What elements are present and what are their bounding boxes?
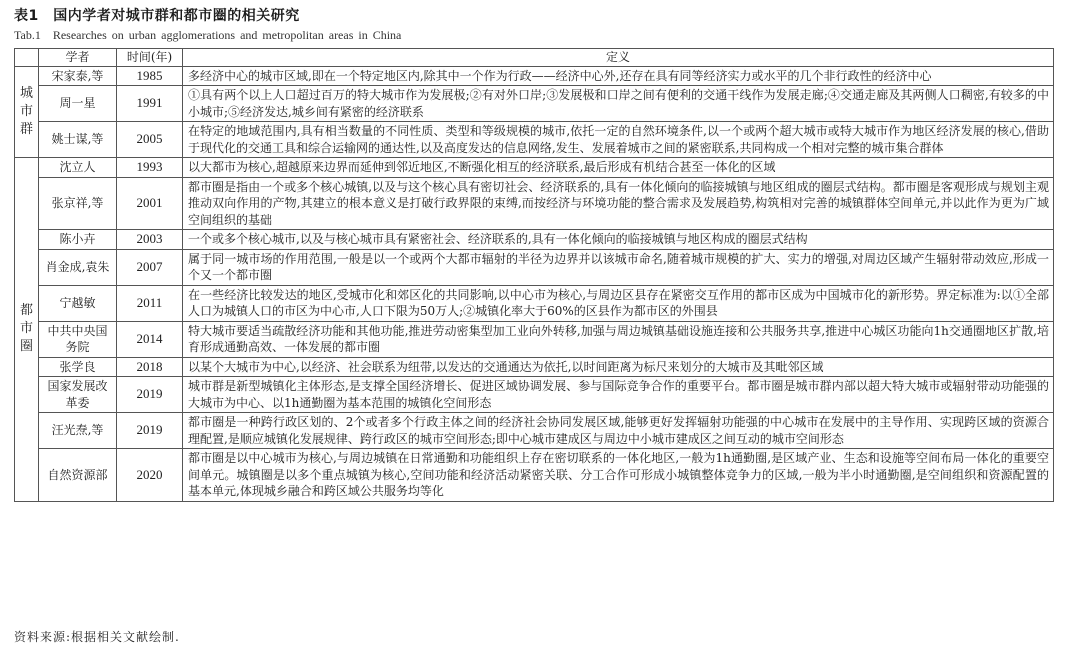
scholar-cell: 宁越敏 xyxy=(39,285,117,321)
definition-cell: 都市圈是指由一个或多个核心城镇,以及与这个核心具有密切社会、经济联系的,具有一体化倾向的临接城镇与地区组成的圈层式结构。都市圈是客观形成与规划主观推动双向作用的产物,其建立的根本意义是打破行政界限的束缚,而按经济与环境功能的整合需求及发展趋势,构筑相对完善的城镇群体空间单元,并以此作为更为广域空间组织的基础 xyxy=(183,177,1054,230)
table-row xyxy=(15,66,1054,86)
definition-cell: 以大都市为核心,超越原来边界而延伸到邻近地区,不断强化相互的经济联系,最后形成有机结合甚至一体化的区域 xyxy=(183,158,1054,178)
table-header-row xyxy=(15,49,1054,67)
table-row xyxy=(15,86,1054,122)
definition-cell: 城市群是新型城镇化主体形态,是支撑全国经济增长、促进区域协调发展、参与国际竞争合作的重要平台。都市圈是城市群内部以超大特大城市或辐射带动功能强的大城市为中心、以1h通勤圈为基本范围的城镇化空间形态 xyxy=(183,377,1054,413)
table-row xyxy=(15,177,1054,230)
header-definition: 定义 xyxy=(183,49,1054,67)
scholar-cell: 张学良 xyxy=(39,357,117,377)
table-caption-chinese: 表1 国内学者对城市群和都市圈的相关研究 xyxy=(14,8,300,24)
table-row xyxy=(15,413,1054,449)
source-note: 资料来源:根据相关文献绘制. xyxy=(14,630,180,644)
scholar-cell: 陈小卉 xyxy=(39,230,117,250)
table-row xyxy=(15,285,1054,321)
table-row xyxy=(15,230,1054,250)
definition-cell: 一个或多个核心城市,以及与核心城市具有紧密社会、经济联系的,具有一体化倾向的临接城镇与地区构成的圈层式结构 xyxy=(183,230,1054,250)
year-cell: 1993 xyxy=(117,158,183,178)
definition-cell: 以某个大城市为中心,以经济、社会联系为纽带,以发达的交通通达为依托,以时间距离为标尺来划分的大城市及其毗邻区域 xyxy=(183,357,1054,377)
research-table xyxy=(14,48,1054,502)
year-cell: 2018 xyxy=(117,357,183,377)
scholar-cell: 姚士谋,等 xyxy=(39,122,117,158)
definition-cell: 都市圈是以中心城市为核心,与周边城镇在日常通勤和功能组织上存在密切联系的一体化地区,一般为1h通勤圈,是区域产业、生态和设施等空间布局一体化的重要空间单元。城镇圈是以多个重点城镇为核心,空间功能和经济活动紧密关联、分工合作可形成小城镇整体竞争力的区域,一般为半小时通勤圈,是空间组织和资源配置的基本单元,体现城乡融合和跨区域公共服务均等化 xyxy=(183,449,1054,502)
definition-cell: 属于同一城市场的作用范围,一般是以一个或两个大都市辐射的半径为边界并以该城市命名,随着城市规模的扩大、实力的增强,对周边区域产生辐射带动效应,形成一个又一个都市圈 xyxy=(183,249,1054,285)
table-row xyxy=(15,122,1054,158)
table-row xyxy=(15,158,1054,178)
year-cell: 2020 xyxy=(117,449,183,502)
definition-cell: 多经济中心的城市区域,即在一个特定地区内,除其中一个作为行政——经济中心外,还存在具有同等经济实力或水平的几个非行政性的经济中心 xyxy=(183,66,1054,86)
definition-cell: 特大城市要适当疏散经济功能和其他功能,推进劳动密集型加工业向外转移,加强与周边城镇基础设施连接和公共服务共享,推进中心城区功能向1h交通圈地区扩散,培育形成通勤高效、一体发展的都市圈 xyxy=(183,321,1054,357)
scholar-cell: 肖金成,袁朱 xyxy=(39,249,117,285)
year-cell: 1991 xyxy=(117,86,183,122)
table-caption-english: Tab.1 Researches on urban agglomerations and metropolitan areas in China xyxy=(14,28,402,42)
year-cell: 2019 xyxy=(117,413,183,449)
table-row xyxy=(15,377,1054,413)
scholar-cell: 国家发展改革委 xyxy=(39,377,117,413)
year-cell: 2019 xyxy=(117,377,183,413)
group-label-metropolitan-area: 都市圈 xyxy=(15,158,39,502)
year-cell: 2011 xyxy=(117,285,183,321)
year-cell: 2005 xyxy=(117,122,183,158)
scholar-cell: 宋家泰,等 xyxy=(39,66,117,86)
year-cell: 2007 xyxy=(117,249,183,285)
table-row xyxy=(15,321,1054,357)
table-row xyxy=(15,449,1054,502)
group-label-urban-agglomeration: 城市群 xyxy=(15,66,39,158)
header-year: 时间(年) xyxy=(117,49,183,67)
scholar-cell: 中共中央国务院 xyxy=(39,321,117,357)
year-cell: 2003 xyxy=(117,230,183,250)
scholar-cell: 周一星 xyxy=(39,86,117,122)
definition-cell: ①具有两个以上人口超过百万的特大城市作为发展极;②有对外口岸;③发展极和口岸之间有便利的交通干线作为发展走廊;④交通走廊及其两侧人口稠密,有较多的中小城市;⑤经济发达,城乡间有紧密的经济联系 xyxy=(183,86,1054,122)
table-row xyxy=(15,357,1054,377)
definition-cell: 在特定的地域范围内,具有相当数量的不同性质、类型和等级规模的城市,依托一定的自然环境条件,以一个或两个超大城市或特大城市作为地区经济发展的核心,借助于现代化的交通工具和综合运输网的通达性,以及高度发达的信息网络,发生、发展着城市之间的紧密联系,共同构成一个相对完整的城市集合群体 xyxy=(183,122,1054,158)
header-blank xyxy=(15,49,39,67)
scholar-cell: 自然资源部 xyxy=(39,449,117,502)
scholar-cell: 沈立人 xyxy=(39,158,117,178)
year-cell: 2014 xyxy=(117,321,183,357)
year-cell: 2001 xyxy=(117,177,183,230)
scholar-cell: 汪光焘,等 xyxy=(39,413,117,449)
scholar-cell: 张京祥,等 xyxy=(39,177,117,230)
definition-cell: 在一些经济比较发达的地区,受城市化和郊区化的共同影响,以中心市为核心,与周边区县存在紧密交互作用的都市区成为中国城市化的新形势。界定标准为:以①全部人口为城镇人口的市区为中心市,人口下限为50万人;②城镇化率大于60%的区县作为都市区的外围县 xyxy=(183,285,1054,321)
definition-cell: 都市圈是一种跨行政区划的、2个或者多个行政主体之间的经济社会协同发展区域,能够更好发挥辐射功能强的中心城市在发展中的主导作用、实现跨区域的资源合理配置,是顺应城镇化发展规律、跨行政区的城市空间形态;即中心城市建成区与周边中小城市建成区之间互动的城市空间形态 xyxy=(183,413,1054,449)
header-scholar: 学者 xyxy=(39,49,117,67)
table-row xyxy=(15,249,1054,285)
year-cell: 1985 xyxy=(117,66,183,86)
